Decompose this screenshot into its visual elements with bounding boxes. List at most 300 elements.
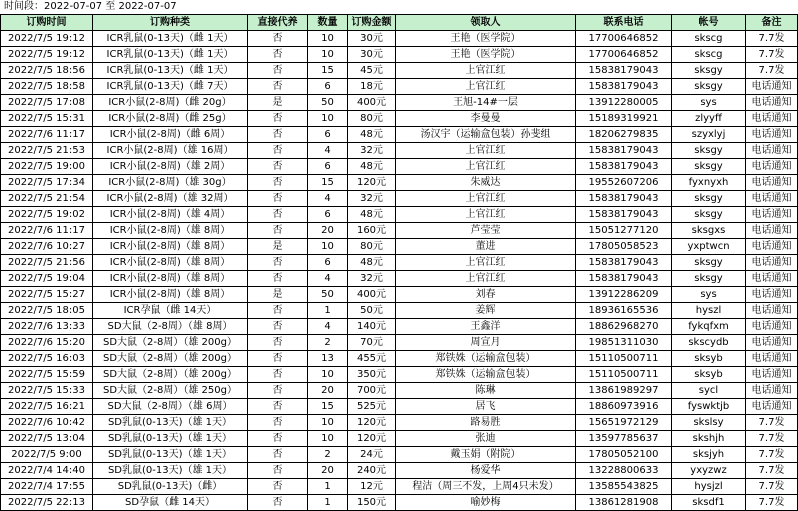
cell-account: sksyb	[672, 367, 746, 383]
cell-amount: 150元	[348, 495, 396, 511]
cell-amount: 80元	[348, 111, 396, 127]
cell-account: hyszl	[672, 303, 746, 319]
cell-amount: 48元	[348, 207, 396, 223]
cell-note: 7.7发	[746, 495, 798, 511]
cell-recipient: 郑铁姝（运输盒包装）	[396, 351, 576, 367]
col-order-type[interactable]: 订购种类	[93, 15, 248, 31]
cell-account: sksgy	[672, 159, 746, 175]
cell-recipient: 戴玉娟（附院）	[396, 447, 576, 463]
table-row[interactable]	[1, 175, 798, 191]
cell-account: skscydb	[672, 335, 746, 351]
cell-direct-care: 否	[248, 495, 308, 511]
cell-order-time: 2022/7/5 16:21	[1, 399, 93, 415]
cell-amount: 140元	[348, 319, 396, 335]
cell-phone: 15110500711	[576, 367, 672, 383]
cell-amount: 120元	[348, 175, 396, 191]
cell-order-type: ICR小鼠(2-8周)（雄 16周）	[93, 143, 248, 159]
cell-order-type: SD乳鼠(0-13天)（雄 1天）	[93, 431, 248, 447]
cell-direct-care: 否	[248, 111, 308, 127]
cell-quantity: 10	[308, 367, 348, 383]
cell-phone: 13912280005	[576, 95, 672, 111]
cell-phone: 15838179043	[576, 159, 672, 175]
col-amount[interactable]: 订购金额	[348, 15, 396, 31]
cell-note: 电话通知	[746, 175, 798, 191]
cell-quantity: 2	[308, 447, 348, 463]
col-recipient[interactable]: 领取人	[396, 15, 576, 31]
cell-order-type: SD大鼠（2-8周）（雄 200g）	[93, 367, 248, 383]
cell-note: 7.7发	[746, 447, 798, 463]
cell-order-time: 2022/7/5 19:00	[1, 159, 93, 175]
cell-phone: 13597785637	[576, 431, 672, 447]
cell-order-type: ICR小鼠(2-8周)（雄 8周）	[93, 287, 248, 303]
cell-recipient: 汤汉宇（运输盒包装）孙斐组	[396, 127, 576, 143]
cell-account: sksgy	[672, 191, 746, 207]
cell-amount: 700元	[348, 383, 396, 399]
cell-account: sksyb	[672, 351, 746, 367]
cell-order-type: SD大鼠（2-8周）（雄 200g）	[93, 335, 248, 351]
cell-recipient: 上官江红	[396, 143, 576, 159]
cell-amount: 400元	[348, 95, 396, 111]
table-row[interactable]	[1, 431, 798, 447]
cell-order-time: 2022/7/5 21:56	[1, 255, 93, 271]
col-note[interactable]: 备注	[746, 15, 798, 31]
cell-order-time: 2022/7/5 16:03	[1, 351, 93, 367]
cell-account: sksgxs	[672, 223, 746, 239]
cell-order-time: 2022/7/6 11:17	[1, 223, 93, 239]
cell-direct-care: 否	[248, 399, 308, 415]
cell-direct-care: 否	[248, 479, 308, 495]
cell-quantity: 20	[308, 383, 348, 399]
cell-order-type: SD孕鼠（雌 14天）	[93, 495, 248, 511]
cell-recipient: 上官江红	[396, 63, 576, 79]
cell-account: szyxlyj	[672, 127, 746, 143]
cell-direct-care: 否	[248, 351, 308, 367]
cell-account: sksjyh	[672, 447, 746, 463]
cell-note: 7.7发	[746, 415, 798, 431]
cell-amount: 48元	[348, 127, 396, 143]
table-row[interactable]	[1, 159, 798, 175]
cell-amount: 70元	[348, 335, 396, 351]
cell-amount: 240元	[348, 463, 396, 479]
cell-recipient: 上官江红	[396, 159, 576, 175]
cell-recipient: 郑铁姝（运输盒包装）	[396, 367, 576, 383]
cell-amount: 32元	[348, 143, 396, 159]
cell-order-time: 2022/7/5 15:27	[1, 287, 93, 303]
cell-phone: 13912286209	[576, 287, 672, 303]
cell-account: sksgy	[672, 271, 746, 287]
cell-account: sys	[672, 287, 746, 303]
cell-amount: 350元	[348, 367, 396, 383]
cell-quantity: 1	[308, 479, 348, 495]
cell-recipient: 程洁（周三不发，上周4只未发）	[396, 479, 576, 495]
cell-order-type: SD乳鼠(0-13天)（雄 1天）	[93, 447, 248, 463]
cell-account: sksdf1	[672, 495, 746, 511]
table-row[interactable]	[1, 399, 798, 415]
cell-amount: 455元	[348, 351, 396, 367]
cell-note: 电话通知	[746, 351, 798, 367]
cell-recipient: 王艳（医学院）	[396, 31, 576, 47]
cell-note: 电话通知	[746, 79, 798, 95]
cell-note: 电话通知	[746, 319, 798, 335]
cell-phone: 13861281908	[576, 495, 672, 511]
cell-order-type: SD大鼠（2-8周）（雄 6周）	[93, 399, 248, 415]
cell-recipient: 张迪	[396, 431, 576, 447]
cell-quantity: 10	[308, 431, 348, 447]
cell-order-type: SD乳鼠(0-13天)（雄 1天）	[93, 415, 248, 431]
cell-direct-care: 否	[248, 31, 308, 47]
cell-phone: 13228800633	[576, 463, 672, 479]
cell-order-time: 2022/7/6 10:42	[1, 415, 93, 431]
cell-order-time: 2022/7/6 13:33	[1, 319, 93, 335]
cell-order-type: SD乳鼠(0-13天)（雌）	[93, 479, 248, 495]
col-account[interactable]: 帐号	[672, 15, 746, 31]
col-direct-care[interactable]: 直接代养	[248, 15, 308, 31]
col-phone[interactable]: 联系电话	[576, 15, 672, 31]
cell-account: hysjzl	[672, 479, 746, 495]
cell-recipient: 陈琳	[396, 383, 576, 399]
cell-recipient: 姜辉	[396, 303, 576, 319]
cell-account: sksgy	[672, 255, 746, 271]
cell-phone: 15838179043	[576, 143, 672, 159]
cell-amount: 24元	[348, 447, 396, 463]
cell-quantity: 50	[308, 287, 348, 303]
cell-amount: 48元	[348, 255, 396, 271]
cell-phone: 17805052100	[576, 447, 672, 463]
cell-amount: 120元	[348, 431, 396, 447]
table-row[interactable]	[1, 415, 798, 431]
table-row[interactable]	[1, 335, 798, 351]
table-row[interactable]	[1, 63, 798, 79]
col-quantity[interactable]: 数量	[308, 15, 348, 31]
table-row[interactable]	[1, 127, 798, 143]
cell-amount: 30元	[348, 47, 396, 63]
cell-note: 电话通知	[746, 399, 798, 415]
cell-amount: 525元	[348, 399, 396, 415]
cell-account: sys	[672, 95, 746, 111]
table-row[interactable]	[1, 383, 798, 399]
cell-direct-care: 否	[248, 447, 308, 463]
cell-recipient: 上官江红	[396, 255, 576, 271]
cell-amount: 18元	[348, 79, 396, 95]
cell-phone: 18862968270	[576, 319, 672, 335]
cell-order-type: ICR小鼠(2-8周)（雄 2周）	[93, 159, 248, 175]
cell-note: 7.7发	[746, 463, 798, 479]
cell-order-type: ICR小鼠(2-8周)（雄 8周）	[93, 255, 248, 271]
cell-amount: 80元	[348, 239, 396, 255]
time-period-label: 时间段：2022-07-07 至 2022-07-07	[4, 1, 177, 12]
cell-quantity: 4	[308, 143, 348, 159]
cell-order-type: ICR小鼠(2-8周)（雄 32周）	[93, 191, 248, 207]
cell-account: sksgy	[672, 207, 746, 223]
cell-order-time: 2022/7/5 19:02	[1, 207, 93, 223]
cell-direct-care: 否	[248, 415, 308, 431]
cell-direct-care: 否	[248, 47, 308, 63]
cell-account: skshjh	[672, 431, 746, 447]
cell-direct-care: 是	[248, 239, 308, 255]
cell-account: sksgy	[672, 63, 746, 79]
cell-direct-care: 否	[248, 79, 308, 95]
table-row[interactable]	[1, 47, 798, 63]
cell-order-type: ICR小鼠(2-8周)（雄 30g）	[93, 175, 248, 191]
cell-recipient: 芦莹莹	[396, 223, 576, 239]
table-row[interactable]	[1, 255, 798, 271]
cell-order-time: 2022/7/5 21:53	[1, 143, 93, 159]
cell-amount: 45元	[348, 63, 396, 79]
cell-account: skslsy	[672, 415, 746, 431]
cell-quantity: 20	[308, 223, 348, 239]
cell-order-time: 2022/7/6 10:27	[1, 239, 93, 255]
cell-direct-care: 否	[248, 463, 308, 479]
cell-direct-care: 否	[248, 367, 308, 383]
cell-phone: 15838179043	[576, 63, 672, 79]
cell-note: 电话通知	[746, 95, 798, 111]
cell-recipient: 王鑫洋	[396, 319, 576, 335]
cell-phone: 15838179043	[576, 255, 672, 271]
cell-note: 7.7发	[746, 63, 798, 79]
col-order-time[interactable]: 订购时间	[1, 15, 93, 31]
cell-order-time: 2022/7/4 14:40	[1, 463, 93, 479]
cell-order-time: 2022/7/4 17:55	[1, 479, 93, 495]
cell-note: 7.7发	[746, 431, 798, 447]
cell-order-type: ICR小鼠(2-8周)（雌 6周）	[93, 127, 248, 143]
cell-order-time: 2022/7/5 17:34	[1, 175, 93, 191]
cell-order-time: 2022/7/5 13:04	[1, 431, 93, 447]
cell-quantity: 10	[308, 415, 348, 431]
cell-amount: 32元	[348, 191, 396, 207]
table-row[interactable]	[1, 79, 798, 95]
cell-account: fykqfxm	[672, 319, 746, 335]
cell-recipient: 周宣月	[396, 335, 576, 351]
cell-recipient: 喻妙梅	[396, 495, 576, 511]
cell-note: 电话通知	[746, 287, 798, 303]
cell-direct-care: 否	[248, 271, 308, 287]
cell-account: yxptwcn	[672, 239, 746, 255]
cell-order-time: 2022/7/5 22:13	[1, 495, 93, 511]
cell-quantity: 2	[308, 335, 348, 351]
cell-order-time: 2022/7/5 15:33	[1, 383, 93, 399]
cell-note: 电话通知	[746, 159, 798, 175]
cell-order-type: ICR乳鼠(0-13天)（雌 7天）	[93, 79, 248, 95]
cell-order-time: 2022/7/5 17:08	[1, 95, 93, 111]
cell-order-type: ICR小鼠(2-8周)（雌 20g）	[93, 95, 248, 111]
cell-quantity: 6	[308, 207, 348, 223]
cell-phone: 19851311030	[576, 335, 672, 351]
cell-order-time: 2022/7/5 18:58	[1, 79, 93, 95]
cell-amount: 12元	[348, 479, 396, 495]
cell-direct-care: 否	[248, 431, 308, 447]
cell-order-type: ICR小鼠(2-8周)（雄 8周）	[93, 223, 248, 239]
cell-direct-care: 否	[248, 207, 308, 223]
cell-amount: 48元	[348, 159, 396, 175]
cell-order-type: SD大鼠（2-8周）（雄 200g）	[93, 351, 248, 367]
cell-order-type: ICR小鼠(2-8周)（雄 8周）	[93, 239, 248, 255]
cell-note: 电话通知	[746, 367, 798, 383]
cell-quantity: 6	[308, 255, 348, 271]
cell-order-time: 2022/7/5 19:12	[1, 47, 93, 63]
cell-note: 电话通知	[746, 191, 798, 207]
cell-phone: 15838179043	[576, 207, 672, 223]
table-row[interactable]	[1, 111, 798, 127]
cell-phone: 19552607206	[576, 175, 672, 191]
table-row[interactable]	[1, 463, 798, 479]
cell-note: 电话通知	[746, 223, 798, 239]
table-row[interactable]	[1, 479, 798, 495]
cell-note: 电话通知	[746, 383, 798, 399]
cell-note: 电话通知	[746, 303, 798, 319]
cell-quantity: 6	[308, 159, 348, 175]
table-row[interactable]	[1, 223, 798, 239]
cell-direct-care: 是	[248, 95, 308, 111]
cell-note: 电话通知	[746, 111, 798, 127]
cell-quantity: 20	[308, 463, 348, 479]
cell-order-type: ICR小鼠(2-8周)（雄 8周）	[93, 271, 248, 287]
table-row[interactable]	[1, 191, 798, 207]
cell-order-type: SD乳鼠(0-13天)（雄 1天）	[93, 463, 248, 479]
table-row[interactable]	[1, 207, 798, 223]
cell-recipient: 上官江红	[396, 207, 576, 223]
cell-quantity: 50	[308, 95, 348, 111]
cell-recipient: 王旭-14#一层	[396, 95, 576, 111]
cell-direct-care: 否	[248, 143, 308, 159]
cell-phone: 15838179043	[576, 271, 672, 287]
cell-quantity: 6	[308, 127, 348, 143]
cell-direct-care: 是	[248, 287, 308, 303]
cell-recipient: 李曼曼	[396, 111, 576, 127]
cell-recipient: 上官江红	[396, 271, 576, 287]
cell-order-type: ICR乳鼠(0-13天)（雌 1天）	[93, 31, 248, 47]
cell-note: 7.7发	[746, 479, 798, 495]
cell-note: 7.7发	[746, 31, 798, 47]
cell-direct-care: 否	[248, 63, 308, 79]
cell-order-time: 2022/7/6 11:17	[1, 127, 93, 143]
cell-note: 7.7发	[746, 47, 798, 63]
cell-recipient: 上官江红	[396, 191, 576, 207]
cell-order-time: 2022/7/5 18:56	[1, 63, 93, 79]
table-row[interactable]	[1, 447, 798, 463]
cell-direct-care: 否	[248, 175, 308, 191]
cell-phone: 15651972129	[576, 415, 672, 431]
cell-direct-care: 否	[248, 159, 308, 175]
cell-order-type: ICR乳鼠(0-13天)（雌 1天）	[93, 63, 248, 79]
cell-account: skscg	[672, 47, 746, 63]
cell-direct-care: 否	[248, 223, 308, 239]
table-row[interactable]	[1, 143, 798, 159]
cell-order-time: 2022/7/5 19:12	[1, 31, 93, 47]
cell-quantity: 1	[308, 303, 348, 319]
cell-quantity: 10	[308, 47, 348, 63]
cell-direct-care: 否	[248, 303, 308, 319]
cell-quantity: 4	[308, 271, 348, 287]
cell-order-type: ICR乳鼠(0-13天)（雌 1天）	[93, 47, 248, 63]
table-row[interactable]	[1, 31, 798, 47]
cell-amount: 120元	[348, 415, 396, 431]
cell-quantity: 15	[308, 399, 348, 415]
cell-order-time: 2022/7/5 9:00	[1, 447, 93, 463]
cell-direct-care: 否	[248, 319, 308, 335]
cell-recipient: 上官江红	[396, 79, 576, 95]
cell-order-time: 2022/7/5 18:05	[1, 303, 93, 319]
cell-recipient: 董进	[396, 239, 576, 255]
table-row[interactable]	[1, 271, 798, 287]
cell-account: sksgy	[672, 143, 746, 159]
cell-quantity: 4	[308, 319, 348, 335]
table-row[interactable]	[1, 239, 798, 255]
cell-note: 电话通知	[746, 127, 798, 143]
cell-phone: 18936165536	[576, 303, 672, 319]
cell-account: skscg	[672, 31, 746, 47]
cell-direct-care: 否	[248, 383, 308, 399]
cell-order-type: ICR孕鼠（雌 14天）	[93, 303, 248, 319]
table-row[interactable]	[1, 303, 798, 319]
cell-phone: 15838179043	[576, 79, 672, 95]
cell-order-time: 2022/7/6 15:20	[1, 335, 93, 351]
cell-recipient: 刘春	[396, 287, 576, 303]
cell-note: 电话通知	[746, 255, 798, 271]
cell-quantity: 4	[308, 191, 348, 207]
cell-order-type: SD大鼠（2-8周）（雄 8周）	[93, 319, 248, 335]
cell-note: 电话通知	[746, 271, 798, 287]
cell-phone: 15838179043	[576, 191, 672, 207]
cell-order-time: 2022/7/5 19:04	[1, 271, 93, 287]
cell-amount: 400元	[348, 287, 396, 303]
table-row[interactable]	[1, 351, 798, 367]
cell-order-time: 2022/7/5 15:31	[1, 111, 93, 127]
table-row[interactable]	[1, 95, 798, 111]
header-row	[1, 15, 798, 31]
cell-order-type: SD大鼠（2-8周）（雄 250g）	[93, 383, 248, 399]
cell-recipient: 杨爱华	[396, 463, 576, 479]
cell-quantity: 13	[308, 351, 348, 367]
cell-amount: 160元	[348, 223, 396, 239]
cell-note: 电话通知	[746, 207, 798, 223]
cell-note: 电话通知	[746, 335, 798, 351]
cell-account: zlyyff	[672, 111, 746, 127]
cell-recipient: 路易胜	[396, 415, 576, 431]
cell-amount: 30元	[348, 31, 396, 47]
cell-phone: 15051277120	[576, 223, 672, 239]
cell-note: 电话通知	[746, 143, 798, 159]
cell-direct-care: 否	[248, 127, 308, 143]
cell-account: fyxnyxh	[672, 175, 746, 191]
cell-phone: 15110500711	[576, 351, 672, 367]
cell-phone: 18860973916	[576, 399, 672, 415]
cell-quantity: 6	[308, 79, 348, 95]
cell-amount: 50元	[348, 303, 396, 319]
order-table	[0, 14, 798, 511]
cell-direct-care: 否	[248, 255, 308, 271]
cell-phone: 18206279835	[576, 127, 672, 143]
cell-quantity: 10	[308, 31, 348, 47]
cell-recipient: 王艳（医学院）	[396, 47, 576, 63]
cell-direct-care: 否	[248, 335, 308, 351]
cell-amount: 32元	[348, 271, 396, 287]
table-row[interactable]	[1, 319, 798, 335]
cell-quantity: 15	[308, 175, 348, 191]
cell-recipient: 朱威达	[396, 175, 576, 191]
table-row[interactable]	[1, 287, 798, 303]
cell-account: fyswktjb	[672, 399, 746, 415]
cell-phone: 13861989297	[576, 383, 672, 399]
table-row[interactable]	[1, 495, 798, 511]
cell-phone: 17700646852	[576, 31, 672, 47]
cell-phone: 13585543825	[576, 479, 672, 495]
cell-quantity: 10	[308, 111, 348, 127]
cell-order-time: 2022/7/5 21:54	[1, 191, 93, 207]
cell-order-type: ICR小鼠(2-8周)（雄 4周）	[93, 207, 248, 223]
cell-account: sksgy	[672, 79, 746, 95]
table-body	[1, 31, 798, 511]
table-row[interactable]	[1, 367, 798, 383]
